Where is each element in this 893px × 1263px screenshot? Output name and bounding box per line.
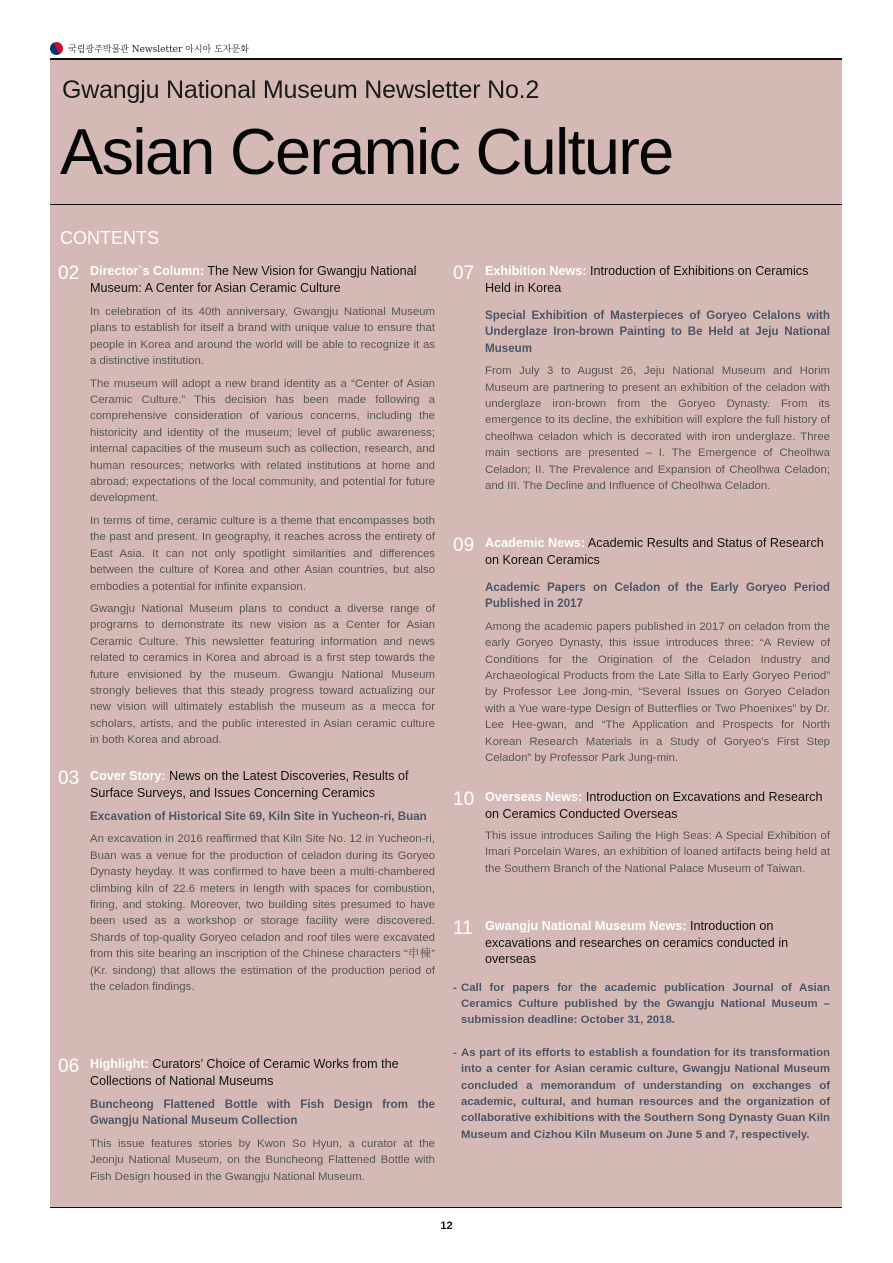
paragraph: This issue introduces Sailing the High Seas: A Special Exhibition of Imari Porcelain Wares, an exhibition of loaned artifacts being held at the Southern Branch of the National Palace Museum of Taiwan. (485, 830, 830, 875)
section-gwangju-museum-news (453, 918, 830, 1159)
section-category: Academic News: (485, 536, 586, 550)
section-title-text: The New Vision for Gwangju National Museum: A Center for Asian Ceramic Culture (90, 264, 417, 295)
page-title: Asian Ceramic Culture (60, 115, 673, 188)
section-title-text: News on the Latest Discoveries, Results of Surface Surveys, and Issues Concerning Ceramics (90, 769, 409, 800)
section-exhibition-news (453, 263, 830, 500)
bullet-text: Call for papers for the academic publication Journal of Asian Ceramics Culture published by the Gwangju National Museum – submission deadline: October 31, 2018. (461, 981, 830, 1027)
section-number: 03 (58, 768, 80, 789)
section-title (485, 535, 830, 568)
section-category: Highlight: (90, 1057, 149, 1071)
section-category: Overseas News: (485, 790, 583, 804)
bullet-dash-icon: - (453, 981, 457, 994)
paragraph: From July 3 to August 26, Jeju National Museum and Horim Museum are partnering to present an exhibition of the celadon with underglaze iron-brown from the Goryeo Dynasty. From its emergence to its decline, the exhibition will explore the full history of cheolhwa celadon which is decorated with iron underglaze. Three main sections are presented – I. The Emergence of Cheolhwa Celadon; II. The Prevalence and Expansion of Cheolhwa Celadon; and III. The Decline and Influence of Cheolhwa Celadon. (485, 365, 830, 493)
bullet-dash-icon: - (453, 1046, 457, 1059)
section-title (90, 263, 435, 296)
section-category: Exhibition News: (485, 264, 587, 278)
section-overseas-news (453, 789, 830, 883)
section-title-text: Academic Results and Status of Research on Korean Ceramics (485, 536, 824, 567)
section-highlight (58, 1056, 435, 1191)
top-label-bar (50, 38, 842, 58)
paragraph: An excavation in 2016 reaffirmed that Kiln Site No. 12 in Yucheon-ri, Buan was a venue for the production of celadon during its Goryeo Dynasty heyday. It was confirmed to have been a multi-chambered climbing kiln of 22.6 meters in length with spaces for combustion, firing, and stoking. Moreover, two building sites presumed to have been used as a workshop or storage facility were discovered. Shards of top-quality Goryeo celadon and roof tiles were excavated from this site bearing an inscription of the Chinese characters “申棟” (Kr. sindong) that allows the estimation of the production period of the celadon findings. (90, 833, 435, 994)
paragraph: In terms of time, ceramic culture is a theme that encompasses both the past and present. In geography, it reaches across the entirety of East Asia. It can not only spotlight similarities and differences between the culture of Korea and other Asian countries, but also embodies a potential for infinite expansion. (90, 514, 435, 593)
title-banner (50, 60, 842, 204)
top-label: 국립광주박물관 Newsletter 아시아 도자문화 (68, 44, 249, 55)
korea-emblem-icon (48, 39, 66, 57)
news-bullet (453, 980, 830, 1029)
section-category: Gwangju National Museum News: (485, 919, 687, 933)
section-directors-column (58, 263, 435, 755)
subheading: Excavation of Historical Site 69, Kiln Site in Yucheon-ri, Buan (90, 810, 427, 823)
subheading: Academic Papers on Celadon of the Early Goryeo Period Published in 2017 (485, 581, 830, 611)
section-title (90, 768, 435, 801)
section-title (485, 263, 830, 296)
contents-heading: CONTENTS (60, 228, 159, 248)
page-number: 12 (440, 1220, 453, 1232)
paragraph: Among the academic papers published in 2017 on celadon from the early Goryeo Dynasty, this issue introduces three: “A Review of Conditions for the Origination of the Celadon Industry and Archaeological Products from the Late Silla to Early Goryeo Period” by Professor Lee Jong-min, “Several Issues on Goryeo Celadon with a Yue ware-type Design of Butterflies or Two Phoenixes” by Dr. Lee Hee-gwan, and “The Application and Prospects for North Korean Research Materials in a Study of Goryeo’s First Step Celadon” by Professor Park Jung-min. (485, 620, 830, 765)
subheading: Special Exhibition of Masterpieces of Goryeo Celalons with Underglaze Iron-brown Painting to Be Held at Jeju National Museum (485, 309, 830, 355)
contents-panel (50, 205, 842, 1207)
section-category: Cover Story: (90, 769, 166, 783)
section-number: 11 (453, 918, 473, 939)
section-title-text: Introduction on Excavations and Research on Ceramics Conducted Overseas (485, 790, 823, 821)
section-number: 06 (58, 1056, 80, 1077)
bullet-text: As part of its efforts to establish a foundation for its transformation into a center for Asian ceramic culture, Gwangju National Museum concluded a memorandum of understanding on exchanges of academic, cultural, and human resources and the organization of collaborative exhibitions with the Southern Song Dynasty Guan Kiln Museum and Cizhou Kiln Museum on June 5 and 7, respectively. (461, 1046, 830, 1141)
newsletter-subtitle: Gwangju National Museum Newsletter No.2 (62, 76, 540, 104)
section-title (485, 789, 830, 822)
section-title-text: Introduction of Exhibitions on Ceramics Held in Korea (485, 264, 809, 295)
section-title (90, 1056, 435, 1089)
section-category: Director`s Column: (90, 264, 205, 278)
section-academic-news (453, 535, 830, 772)
paragraph: The museum will adopt a new brand identity as a “Center of Asian Ceramic Culture.” This decision has been made following a comprehensive consideration of various concerns, including the historicity and identity of the museum; level of public awareness; internal capacities of the museum such as collection, research, and human resources; networks with related institutions at home and abroad; expectations of the local community, and potential for future development. (90, 377, 435, 505)
section-number: 10 (453, 789, 475, 810)
paragraph: Gwangju National Museum plans to conduct a diverse range of programs to demonstrate its new vision as a Center for Asian Ceramic Culture. This newsletter featuring information and news related to ceramics in Korea and abroad is a first step towards the future envisioned by the museum. Gwangju National Museum strongly believes that this steady progress toward actualizing our new vision will ultimately establish the museum as a mecca for scholars, artists, and the public interested in Asian ceramic culture in both Korea and abroad. (90, 602, 435, 747)
paragraph: In celebration of its 40th anniversary, Gwangju National Museum plans to establish for itself a brand with unique value to ensure that people in Korea and around the world will be able to recognize it as a distinctive institution. (90, 306, 435, 368)
section-title-text: Introduction on excavations and researches on ceramics conducted in overseas (485, 919, 789, 966)
section-title (485, 918, 830, 968)
section-number: 07 (453, 263, 475, 284)
bottom-rule (50, 1207, 842, 1208)
section-number: 09 (453, 535, 475, 556)
subheading: Buncheong Flattened Bottle with Fish Design from the Gwangju National Museum Collection (90, 1098, 435, 1128)
section-title-text: Curators’ Choice of Ceramic Works from the Collections of National Museums (90, 1057, 399, 1088)
news-bullet (453, 1045, 830, 1143)
section-number: 02 (58, 263, 80, 284)
section-cover-story (58, 768, 435, 1001)
paragraph: This issue features stories by Kwon So Hyun, a curator at the Jeonju National Museum, on the Buncheong Flattened Bottle with Fish Design housed in the Gwangju National Museum. (90, 1137, 435, 1183)
